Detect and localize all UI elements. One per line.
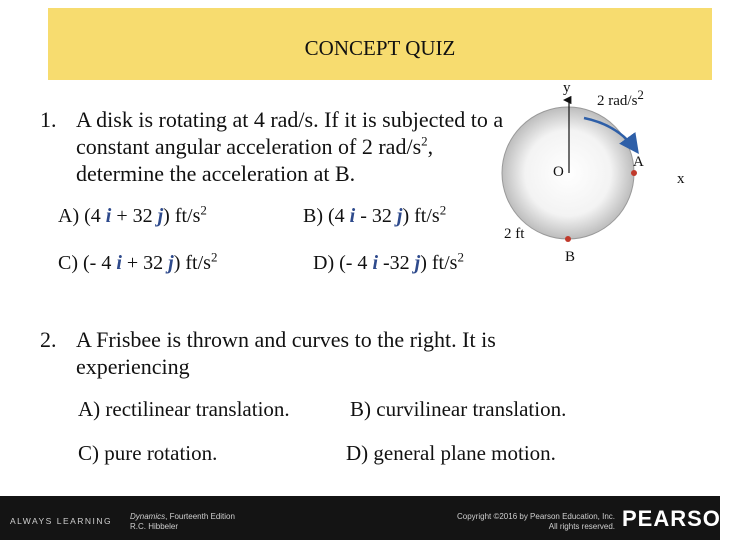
point-a-label: A <box>633 154 644 170</box>
q2-option-c[interactable]: C) pure rotation. <box>78 441 218 465</box>
question-2-text: A Frisbee is thrown and curves to the right. It is experiencing <box>76 327 496 379</box>
q1-option-a-label: A) (4 <box>58 205 106 227</box>
radius-label: 2 ft <box>504 226 525 242</box>
footer-book-edition: , Fourteenth Edition <box>165 512 235 521</box>
point-b-label: B <box>565 249 576 265</box>
q1-option-a-mid: + 32 <box>111 205 158 227</box>
q1-option-a-sup: 2 <box>200 202 207 218</box>
unit-vector-j: j <box>414 252 421 274</box>
q1-option-c-label: C) (- 4 <box>58 252 117 274</box>
unit-vector-j: j <box>168 252 174 274</box>
question-1-number: 1. <box>40 107 57 132</box>
q1-option-b-unit: ) ft/s <box>402 205 440 227</box>
q1-option-d-label: D) (- 4 <box>313 252 373 274</box>
q1-option-c-sup: 2 <box>210 249 218 265</box>
unit-vector-j: j <box>396 205 403 227</box>
angular-acceleration-label <box>597 87 644 110</box>
q1-option-d-unit: ) ft/s <box>420 252 458 274</box>
pearson-logo: PEARSON <box>622 506 738 531</box>
q2-option-a[interactable]: A) rectilinear translation. <box>78 397 290 421</box>
y-axis-label: y <box>563 80 571 96</box>
footer-tagline: ALWAYS LEARNING <box>10 516 113 526</box>
q1-option-b-sup: 2 <box>439 202 447 218</box>
footer-rights-line: All rights reserved. <box>548 522 615 531</box>
q1-option-c-unit: ) ft/s <box>173 252 211 274</box>
question-1-text-sup: 2 <box>421 133 428 149</box>
q1-option-a-unit: ) ft/s <box>163 205 201 227</box>
q1-option-d-mid: -32 <box>378 252 415 274</box>
footer-copyright-line: Copyright ©2016 by Pearson Education, Inc. <box>457 512 615 521</box>
unit-vector-i: i <box>105 205 112 227</box>
point-b-marker <box>565 236 571 242</box>
unit-vector-j: j <box>157 205 164 227</box>
q1-option-c-mid: + 32 <box>121 252 169 274</box>
origin-label: O <box>553 164 564 180</box>
unit-vector-i: i <box>349 205 356 227</box>
question-2 <box>40 326 580 380</box>
question-1-text-part-b: , determine the acceleration at B. <box>76 134 434 186</box>
footer-copyright <box>400 512 615 532</box>
footer-book-info <box>130 512 235 532</box>
question-2-number: 2. <box>40 327 57 352</box>
angular-acceleration-sup: 2 <box>637 87 644 102</box>
page-title: CONCEPT QUIZ <box>304 36 456 60</box>
q1-option-b-mid: - 32 <box>355 205 397 227</box>
footer-bar <box>0 496 738 540</box>
angular-acceleration-value: 2 rad/s <box>597 93 638 109</box>
unit-vector-i: i <box>372 252 378 274</box>
footer-book-author: R.C. Hibbeler <box>130 522 179 531</box>
disk <box>502 107 634 239</box>
q2-option-b[interactable]: B) curvilinear translation. <box>350 397 567 421</box>
q1-option-d-sup: 2 <box>457 249 464 265</box>
x-axis-label: x <box>677 171 685 187</box>
unit-vector-i: i <box>116 252 122 274</box>
footer-book-title: Dynamics <box>130 512 166 521</box>
q1-option-b-label: B) (4 <box>303 205 350 227</box>
q2-option-d[interactable]: D) general plane motion. <box>346 441 556 465</box>
question-1-text-part-a: A disk is rotating at 4 rad/s. If it is subjected to a constant angular acceleration of 2 rad/s <box>76 107 504 159</box>
